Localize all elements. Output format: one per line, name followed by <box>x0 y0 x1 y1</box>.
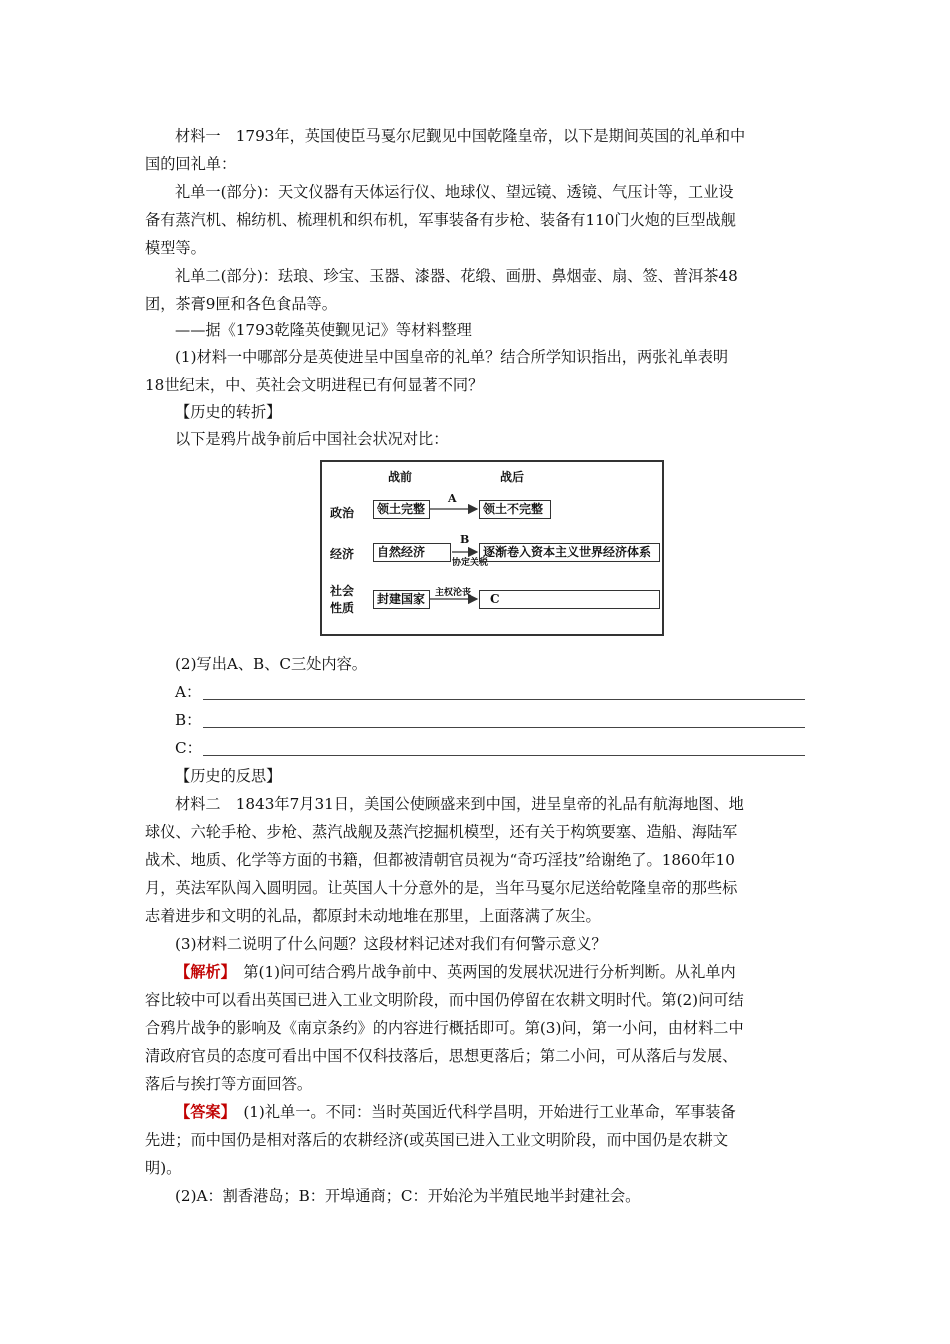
answer-label-b: B： <box>175 711 202 729</box>
material2-line3: 战术、地质、化学等方面的书籍，但都被清朝官员视为“奇巧淫技”给谢绝了。1860年10 <box>145 851 735 869</box>
question3-line1: (3)材料二说明了什么问题？这段材料记述对我们有何警示意义？ <box>175 935 607 953</box>
material1-source: ——据《1793乾隆英使觐见记》等材料整理 <box>175 321 472 339</box>
economy-arrow-label-top: B <box>460 533 470 546</box>
answer-line3: 明)。 <box>145 1159 182 1177</box>
analysis-text-1: 第(1)问可结合鸦片战争前中、英两国的发展状况进行分析判断。从礼单内 <box>228 963 736 981</box>
analysis-line2: 容比较中可以看出英国已进入工业文明阶段，而中国仍停留在农耕文明时代。第(2)问可结 <box>145 991 744 1009</box>
economy-before-box: 自然经济 <box>373 543 451 562</box>
question2-prompt: (2)写出A、B、C三处内容。 <box>175 655 367 673</box>
gift-list-2-line1: 礼单二(部分)：珐琅、珍宝、玉器、漆器、花缎、画册、鼻烟壶、扇、签、普洱茶48 <box>175 267 738 285</box>
answer-line1 <box>175 1102 736 1122</box>
gift-list-1-line1: 礼单一(部分)：天文仪器有天体运行仪、地球仪、望远镜、透镜、气压计等，工业设 <box>175 183 734 201</box>
society-arrow-label: 主权沦丧 <box>435 588 472 598</box>
economy-after-box: 逐渐卷入资本主义世界经济体系 <box>479 543 660 562</box>
question1-line2: 18世纪末，中、英社会文明进程已有何显著不同？ <box>145 376 484 394</box>
politics-before-box: 领土完整 <box>373 500 430 519</box>
comparison-diagram <box>320 460 664 636</box>
answer-blank-a[interactable] <box>203 699 805 700</box>
row-label-economy: 经济 <box>330 547 355 561</box>
gift-list-1-line3: 模型等。 <box>145 239 206 257</box>
material1-line1: 材料一 1793年，英国使臣马戛尔尼觐见中国乾隆皇帝，以下是期间英国的礼单和中 <box>175 127 746 145</box>
row-label-society-1: 社会 <box>330 584 355 598</box>
column-before: 战前 <box>388 470 413 484</box>
politics-arrow-label: A <box>448 492 457 505</box>
material2-line4: 月，英法军队闯入圆明园。让英国人十分意外的是，当年马戛尔尼送给乾隆皇帝的那些标 <box>145 879 738 897</box>
gift-list-1-line2: 备有蒸汽机、棉纺机、梳理机和织布机，军事装备有步枪、装备有110门火炮的巨型战舰 <box>145 211 736 229</box>
analysis-line5: 落后与挨打等方面回答。 <box>145 1075 313 1093</box>
society-before-box: 封建国家 <box>373 590 430 609</box>
answer-label-c: C： <box>175 739 202 757</box>
analysis-tag: 【解析】 <box>175 963 229 981</box>
answer-label-a: A： <box>175 683 202 701</box>
row-label-politics: 政治 <box>330 506 355 520</box>
turning-intro: 以下是鸦片战争前后中国社会状况对比： <box>175 430 449 448</box>
politics-after-box: 领土不完整 <box>479 500 551 519</box>
answer-blank-c[interactable] <box>203 755 805 756</box>
gift-list-2-line2: 团，茶膏9匣和各色食品等。 <box>145 295 337 313</box>
material1-line2: 国的回礼单： <box>145 155 237 173</box>
material2-line5: 志着进步和文明的礼品，都原封未动地堆在那里，上面落满了灰尘。 <box>145 907 601 925</box>
answer-line4: (2)A：割香港岛；B：开埠通商；C：开始沦为半殖民地半封建社会。 <box>175 1187 641 1205</box>
question1-line1: (1)材料一中哪部分是英使进呈中国皇帝的礼单？结合所学知识指出，两张礼单表明 <box>175 348 729 366</box>
row-label-society-2: 性质 <box>330 601 355 615</box>
analysis-line1 <box>175 962 736 982</box>
material2-line2: 球仪、六轮手枪、步枪、蒸汽战舰及蒸汽挖掘机模型，还有关于构筑要塞、造船、海陆军 <box>145 823 738 841</box>
answer-text-1: (1)礼单一。不同：当时英国近代科学昌明，开始进行工业革命，军事装备 <box>228 1103 736 1121</box>
reflection-heading: 【历史的反思】 <box>175 767 282 785</box>
material2-line1: 材料二 1843年7月31日，美国公使顾盛来到中国，进呈皇帝的礼品有航海地图、地 <box>175 795 744 813</box>
analysis-line3: 合鸦片战争的影响及《南京条约》的内容进行概括即可。第(3)问，第一小问，由材料二中 <box>145 1019 744 1037</box>
answer-tag: 【答案】 <box>175 1103 229 1121</box>
answer-line2: 先进；而中国仍是相对落后的农耕经济(或英国已进入工业文明阶段，而中国仍是农耕文 <box>145 1131 729 1149</box>
turning-heading: 【历史的转折】 <box>175 403 282 421</box>
society-after-box: C <box>479 590 660 609</box>
column-after: 战后 <box>500 470 525 484</box>
economy-arrow-label-bottom: 协定关税 <box>452 558 489 568</box>
answer-blank-b[interactable] <box>203 727 805 728</box>
analysis-line4: 清政府官员的态度可看出中国不仅科技落后，思想更落后；第二小问，可从落后与发展、 <box>145 1047 738 1065</box>
